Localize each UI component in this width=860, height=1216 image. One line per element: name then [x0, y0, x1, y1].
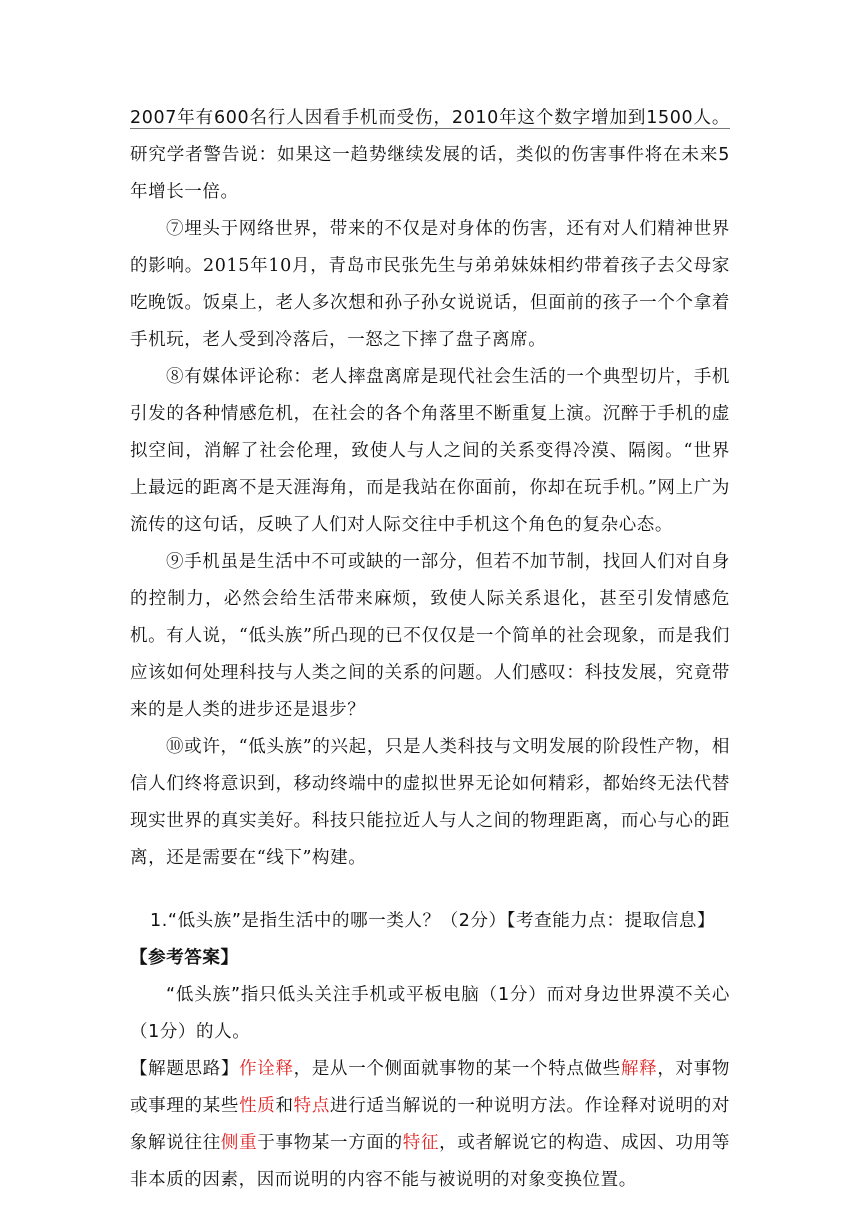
analysis-text-4: 进行适当解说的一种说明方法。作诠释对说明的对象解说往往	[130, 1096, 730, 1153]
warning-sentence: 研究学者警告说：如果这一趋势继续发展的话，类似的伤害事件将在未来5年增长一倍。	[130, 145, 730, 202]
paragraph-9: ⑨手机虽是生活中不可或缺的一部分，但若不加节制，找回人们对自身的控制力，必然会给生活带来麻烦，致使人际关系退化，甚至引发情感危机。有人说，“低头族”所凸现的已不仅仅是一个简单的社会现象，而是我们应该如何处理科技与人类之间的关系的问题。人们感叹：科技发展，究竟带来的是人类的进步还是退步？	[130, 552, 730, 720]
term-te-dian: 特点	[293, 1096, 331, 1116]
term-xing-zhi: 性质	[239, 1096, 276, 1116]
paragraph-10: ⑩或许，“低头族”的兴起，只是人类科技与文明发展的阶段性产物，相信人们终将意识到，移动终端中的虚拟世界无论如何精彩，都始终无法代替现实世界的真实美好。科技只能拉近人与人之间的物理距离，而心与心的距离，还是需要在“线下”构建。	[130, 737, 730, 868]
analysis-text-1: ，是从一个侧面就事物的某一个特点做些	[293, 1059, 621, 1079]
statistic-sentence: 2007年有600名行人因看手机而受伤，2010年这个数字增加到1500人。	[130, 108, 730, 128]
document-page	[130, 100, 730, 1199]
paragraph-6	[130, 100, 730, 211]
paragraph-8: ⑧有媒体评论称：老人摔盘离席是现代社会生活的一个典型切片，手机引发的各种情感危机，在社会的各个角落里不断重复上演。沉醉于手机的虚拟空间，消解了社会伦理，致使人与人之间的关系变得冷漠、隔阂。“世界上最远的距离不是天涯海角，而是我站在你面前，你却在玩手机。”网上广为流传的这句话，反映了人们对人际交往中手机这个角色的复杂心态。	[130, 367, 730, 535]
analysis-paragraph	[130, 1051, 730, 1199]
term-te-zheng: 特征	[402, 1133, 440, 1153]
term-ce-zhong: 侧重	[220, 1133, 258, 1153]
analysis-text-3: 和	[275, 1096, 294, 1116]
paragraph-7: ⑦埋头于网络世界，带来的不仅是对身体的伤害，还有对人们精神世界的影响。2015年10月，青岛市民张先生与弟弟妹妹相约带着孩子去父母家吃晚饭。饭桌上，老人多次想和孙子孙女说说话，但面前的孩子一个个拿着手机玩，老人受到冷落后，一怒之下摔了盘子离席。	[130, 219, 730, 350]
term-zuo-quan-shi: 作诠释	[239, 1059, 294, 1079]
answer-text: “低头族”指只低头关注手机或平板电脑（1分）而对身边世界漠不关心（1分）的人。	[130, 985, 730, 1042]
analysis-text-6: ，或者解说它的构造、成因、功用等非本质的因素，因而说明的内容不能与被说明的对象变换位置。	[130, 1133, 730, 1190]
term-jie-shi: 解释	[620, 1059, 658, 1079]
analysis-text-5: 于事物某一方面的	[257, 1133, 403, 1153]
analysis-heading: 【解题思路】	[130, 1059, 240, 1079]
analysis-text-2: ，对事物或事理的某些	[130, 1059, 730, 1116]
question-1: 1.“低头族”是指生活中的哪一类人？（2分）【考查能力点：提取信息】	[150, 911, 716, 931]
answer-heading: 【参考答案】	[130, 948, 239, 968]
